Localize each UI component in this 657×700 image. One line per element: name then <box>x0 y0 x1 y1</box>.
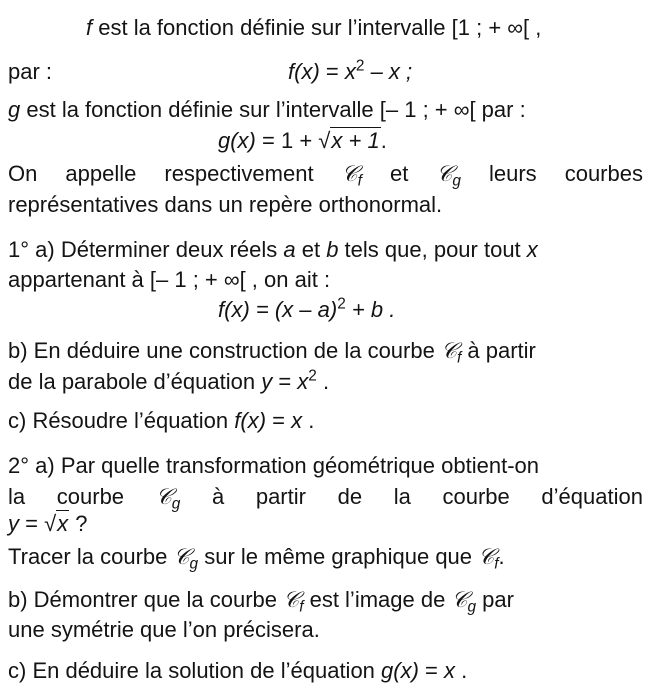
definition-f-text: est la fonction définie sur l’intervalle [1 ; + ∞[ , <box>92 15 542 40</box>
curve-cf: 𝒞$_f$ <box>341 162 362 190</box>
question-2a-cont: la courbe 𝒞$_g$ à partir de la courbe d’équation <box>8 484 643 513</box>
question-1a: 1° a) Déterminer deux réels a et b tels que, pour tout x <box>8 237 538 262</box>
equation-sqrt: y = √x ? <box>8 511 88 536</box>
formula-f: $f(x) = x^2 - x$ ; <box>288 57 413 84</box>
curve-cg: 𝒞$_g$ <box>436 162 461 190</box>
function-name-f: f <box>86 15 93 40</box>
question-1c: c) Résoudre l’équation f(x) = x . <box>8 408 315 433</box>
question-2b: b) Démontrer que la courbe 𝒞$_f$ est l’image de 𝒞$_g$ par <box>8 587 514 616</box>
par-label: par : <box>8 59 53 84</box>
curves-sentence-line2: représentatives dans un repère orthonormal. <box>8 192 443 217</box>
question-1b: b) En déduire une construction de la courbe 𝒞$_f$ à partir <box>8 338 536 367</box>
question-2a: 2° a) Par quelle transformation géométrique obtient-on <box>8 453 539 478</box>
definition-f <box>86 14 541 42</box>
definition-g-text: est la fonction définie sur l’intervalle [– 1 ; + ∞[ par : <box>20 97 526 122</box>
function-name-g: g <box>8 97 21 122</box>
definition-g <box>8 96 526 124</box>
square-root: √x <box>44 511 69 536</box>
curves-sentence-line1: On appelle respectivement 𝒞$_f$ et 𝒞$_g$ leurs courbes <box>8 161 643 190</box>
formula-g: g(x) = 1 + √x + 1. <box>218 128 387 153</box>
question-2b-cont: une symétrie que l’on précisera. <box>8 617 320 642</box>
question-2c: c) En déduire la solution de l’équation g(x) = x . <box>8 658 468 683</box>
instruction-trace: Tracer la courbe 𝒞$_g$ sur le même graphique que 𝒞$_f$. <box>8 544 505 573</box>
curve-cg: 𝒞$_g$ <box>155 485 181 513</box>
square-root: √x + 1 <box>318 128 380 153</box>
question-1a-cont: appartenant à [– 1 ; + ∞[ , on ait : <box>8 267 331 292</box>
question-1b-cont: de la parabole d’équation $y = x^2$ . <box>8 367 330 394</box>
formula-canonical: f(x) = (x – a)$^2$ + b . <box>218 295 396 322</box>
